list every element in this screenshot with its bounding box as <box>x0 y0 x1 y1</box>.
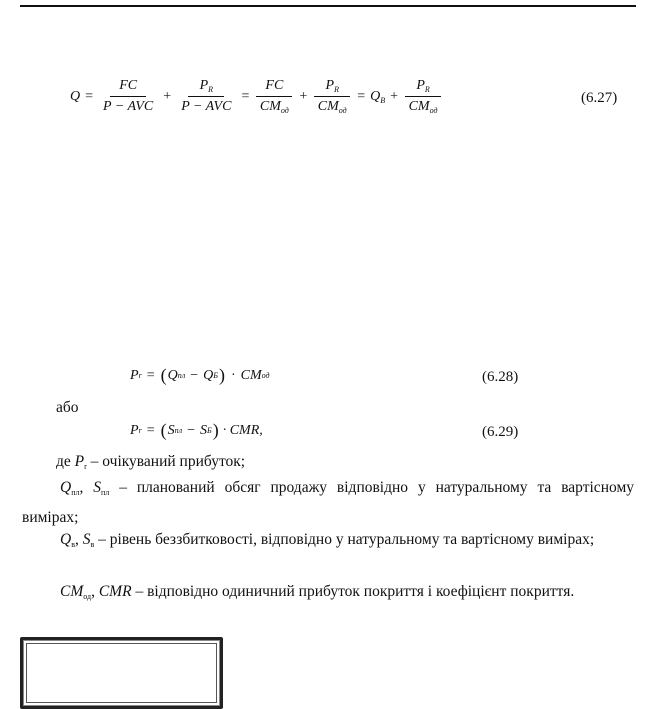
numerator: FC <box>110 78 146 97</box>
equals-sign: = <box>357 88 366 104</box>
equation-number-6-28: (6.28) <box>482 369 519 385</box>
equals-sign: = <box>241 88 250 104</box>
top-rule <box>20 5 636 7</box>
denominator: P − AVC <box>181 99 232 114</box>
plus-sign: + <box>390 88 399 104</box>
fraction-pr-over-p-avc <box>178 78 234 115</box>
eq627-equals: = <box>85 88 94 104</box>
definition-planned-sales: $Q_{пл}$, $S_{пл}$ – планований обсяг продажу відповідно у натуральному та вартісному вимірах; <box>22 479 634 526</box>
equation-6-27 <box>70 78 443 115</box>
equation-number-6-27: (6.27) <box>581 90 618 106</box>
eq627-lhs: Q <box>70 88 81 104</box>
denominator: P − AVC <box>103 99 154 114</box>
framed-box <box>20 637 223 709</box>
fraction-fc-over-cm <box>256 78 292 115</box>
q-b: $Q_B$ <box>370 88 386 105</box>
fraction-fc-over-p-avc <box>100 78 156 115</box>
denominator: $CM_{од}$ <box>259 99 289 115</box>
fraction-pr-over-cm <box>314 78 350 115</box>
equation-6-28: P r = ( Q пл − Q Б ) · CM од <box>130 365 270 385</box>
denominator: $CM_{од}$ <box>408 99 438 115</box>
definition-breakeven-level: $Q_в$, $S_в$ – рівень беззбитковості, відповідно у натуральному та вартісному вимірах; <box>60 531 595 549</box>
equation-6-29: P r = ( S пл − S Б ) · CMR, <box>130 420 263 440</box>
conjunction-abo: або <box>56 399 79 416</box>
fraction-pr-over-cm <box>405 78 441 115</box>
numerator: $P_R$ <box>405 78 441 97</box>
equation-number-6-29: (6.29) <box>482 424 519 440</box>
plus-sign: + <box>299 88 308 104</box>
numerator: FC <box>256 78 292 97</box>
plus-sign: + <box>163 88 172 104</box>
numerator: $P_R$ <box>188 78 224 97</box>
denominator: $CM_{од}$ <box>317 99 347 115</box>
definition-contribution-margin: $CM_{од}$, CMR – відповідно одиничний прибуток покриття і коефіцієнт покриття. <box>60 583 575 601</box>
numerator: $P_R$ <box>314 78 350 97</box>
definition-expected-profit: де $P_r$ – очікуваний прибуток; <box>56 453 246 471</box>
